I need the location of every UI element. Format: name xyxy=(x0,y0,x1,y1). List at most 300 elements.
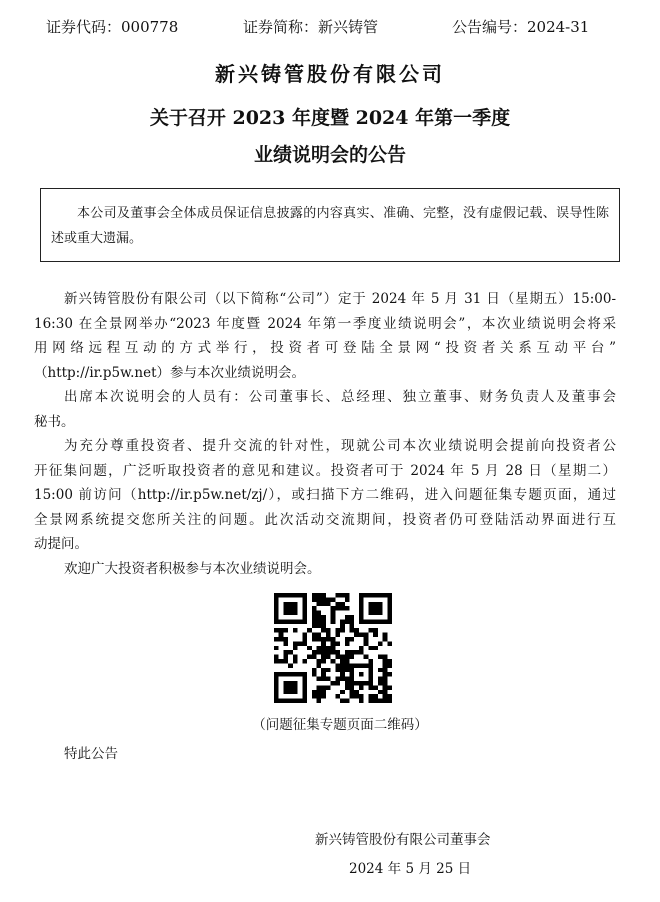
qr-module xyxy=(321,690,326,694)
qr-module xyxy=(364,663,369,667)
qr-module xyxy=(354,650,359,654)
qr-module xyxy=(354,694,359,698)
qr-module xyxy=(274,611,279,615)
announcement-body xyxy=(34,287,616,581)
qr-module xyxy=(340,699,345,703)
qr-module xyxy=(350,655,355,659)
qr-module xyxy=(288,699,293,703)
qr-module xyxy=(340,624,345,628)
qr-module xyxy=(298,641,303,645)
qr-module xyxy=(345,615,350,619)
qr-module xyxy=(274,619,279,623)
qr-module xyxy=(302,606,307,610)
qr-module xyxy=(359,611,364,615)
qr-module xyxy=(307,655,312,659)
qr-module xyxy=(302,593,307,597)
announcement-title-line1: 关于召开 2023 年度暨 2024 年第一季度 xyxy=(149,107,511,129)
qr-module xyxy=(378,677,383,681)
qr-module xyxy=(340,593,345,597)
qr-module xyxy=(321,624,326,628)
qr-module xyxy=(293,672,298,676)
qr-module xyxy=(274,637,279,641)
qr-module xyxy=(354,690,359,694)
qr-module xyxy=(302,677,307,681)
qr-module xyxy=(383,633,388,637)
qr-module xyxy=(345,677,350,681)
qr-module xyxy=(279,637,284,641)
qr-module xyxy=(340,663,345,667)
qr-module xyxy=(368,672,373,676)
qr-module xyxy=(321,602,326,606)
qr-module xyxy=(302,615,307,619)
qr-module xyxy=(302,672,307,676)
announcement-date: 2024 年 5 月 25 日 xyxy=(349,861,472,877)
qr-module xyxy=(359,602,364,606)
qr-module xyxy=(335,655,340,659)
qr-module xyxy=(288,602,293,606)
qr-module xyxy=(364,641,369,645)
qr-module xyxy=(359,663,364,667)
qr-module xyxy=(335,602,340,606)
qr-module xyxy=(350,672,355,676)
qr-module xyxy=(354,681,359,685)
qr-module xyxy=(359,685,364,689)
qr-module xyxy=(359,694,364,698)
qr-module xyxy=(350,615,355,619)
qr-module xyxy=(345,699,350,703)
qr-module xyxy=(321,685,326,689)
qr-module xyxy=(312,611,317,615)
qr-code-image xyxy=(274,593,392,703)
qr-module xyxy=(321,615,326,619)
qr-module xyxy=(359,650,364,654)
qr-module xyxy=(340,690,345,694)
qr-module xyxy=(359,597,364,601)
qr-module xyxy=(368,611,373,615)
qr-module xyxy=(383,699,388,703)
qr-module xyxy=(373,699,378,703)
qr-module xyxy=(283,659,288,663)
qr-module xyxy=(345,681,350,685)
qr-module xyxy=(378,699,383,703)
qr-module xyxy=(364,633,369,637)
qr-module xyxy=(345,650,350,654)
qr-module xyxy=(331,597,336,601)
qr-module xyxy=(321,637,326,641)
qr-module xyxy=(387,672,392,676)
qr-module xyxy=(368,677,373,681)
qr-module xyxy=(274,597,279,601)
qr-module xyxy=(321,650,326,654)
paragraph-line: 用网络远程互动的方式举行，投资者可登陆全景网“投资者关系互动平台” xyxy=(34,340,616,356)
qr-module xyxy=(331,646,336,650)
qr-module xyxy=(312,624,317,628)
qr-module xyxy=(316,677,321,681)
qr-module xyxy=(387,663,392,667)
qr-module xyxy=(312,668,317,672)
paragraph-line: 动提问。 xyxy=(34,536,88,552)
qr-module xyxy=(293,593,298,597)
qr-module xyxy=(331,637,336,641)
qr-module xyxy=(293,655,298,659)
qr-module xyxy=(350,694,355,698)
qr-module xyxy=(326,650,331,654)
qr-module xyxy=(321,668,326,672)
qr-module xyxy=(321,646,326,650)
qr-module xyxy=(340,677,345,681)
qr-module xyxy=(340,672,345,676)
qr-module xyxy=(354,663,359,667)
qr-module xyxy=(293,602,298,606)
qr-module xyxy=(274,699,279,703)
qr-module xyxy=(378,593,383,597)
qr-module xyxy=(283,681,288,685)
qr-module xyxy=(298,672,303,676)
qr-module xyxy=(283,619,288,623)
qr-module xyxy=(307,646,312,650)
qr-module xyxy=(387,593,392,597)
qr-module xyxy=(312,606,317,610)
qr-module xyxy=(387,685,392,689)
paragraph-line: 15:00 前访问（http://ir.p5w.net/zj/），或扫描下方二维码，进入问题征集专题页面，通过 xyxy=(34,487,616,503)
qr-module xyxy=(316,602,321,606)
qr-module xyxy=(368,699,373,703)
qr-module xyxy=(312,650,317,654)
disclaimer-box: 本公司及董事会全体成员保证信息披露的内容真实、准确、完整，没有虚假记载、误导性陈述或重大遗漏。 xyxy=(40,188,620,262)
qr-module xyxy=(288,650,293,654)
qr-module xyxy=(354,628,359,632)
company-name: 新兴铸管股份有限公司 xyxy=(215,62,445,86)
qr-module xyxy=(302,694,307,698)
qr-module xyxy=(302,637,307,641)
qr-module xyxy=(298,619,303,623)
qr-module xyxy=(298,593,303,597)
qr-caption: （问题征集专题页面二维码） xyxy=(252,717,428,733)
qr-module xyxy=(335,628,340,632)
qr-module xyxy=(321,672,326,676)
qr-module xyxy=(345,597,350,601)
qr-module xyxy=(316,619,321,623)
qr-module xyxy=(274,659,279,663)
qr-module xyxy=(283,611,288,615)
qr-module xyxy=(312,637,317,641)
paragraph-line: 秘书。 xyxy=(34,413,75,430)
qr-module xyxy=(373,633,378,637)
qr-module xyxy=(387,659,392,663)
qr-module xyxy=(383,619,388,623)
qr-module xyxy=(340,619,345,623)
qr-module xyxy=(359,593,364,597)
qr-module xyxy=(283,655,288,659)
qr-module xyxy=(368,606,373,610)
qr-module xyxy=(335,681,340,685)
qr-module xyxy=(350,677,355,681)
qr-module xyxy=(274,677,279,681)
qr-module xyxy=(335,650,340,654)
qr-module xyxy=(373,619,378,623)
qr-module xyxy=(316,646,321,650)
qr-module xyxy=(345,668,350,672)
qr-module xyxy=(302,641,307,645)
qr-module xyxy=(288,611,293,615)
qr-module xyxy=(283,637,288,641)
qr-module xyxy=(350,668,355,672)
qr-module xyxy=(288,663,293,667)
qr-module xyxy=(387,694,392,698)
qr-module xyxy=(331,611,336,615)
qr-module xyxy=(321,694,326,698)
qr-module xyxy=(335,668,340,672)
qr-module xyxy=(359,619,364,623)
qr-module xyxy=(378,641,383,645)
qr-module xyxy=(373,646,378,650)
qr-module xyxy=(293,699,298,703)
qr-module xyxy=(364,619,369,623)
qr-module xyxy=(373,606,378,610)
qr-module xyxy=(279,672,284,676)
qr-module xyxy=(345,619,350,623)
qr-module xyxy=(350,619,355,623)
qr-module xyxy=(288,685,293,689)
qr-module xyxy=(340,659,345,663)
qr-module xyxy=(293,619,298,623)
qr-module xyxy=(340,602,345,606)
qr-module xyxy=(359,615,364,619)
qr-module xyxy=(274,602,279,606)
qr-module xyxy=(373,602,378,606)
qr-module xyxy=(331,619,336,623)
paragraph-line: 开征集问题，广泛听取投资者的意见和建议。投资者可于 2024 年 5 月 28 日（星期二） xyxy=(34,462,616,479)
qr-module xyxy=(316,685,321,689)
qr-module xyxy=(316,694,321,698)
qr-module xyxy=(373,694,378,698)
qr-module xyxy=(312,655,317,659)
paragraph-line: 欢迎广大投资者积极参与本次业绩说明会。 xyxy=(64,560,321,577)
qr-module xyxy=(316,633,321,637)
qr-module xyxy=(293,606,298,610)
qr-module xyxy=(279,619,284,623)
qr-module xyxy=(345,593,350,597)
qr-module xyxy=(283,685,288,689)
qr-module xyxy=(364,681,369,685)
qr-module xyxy=(274,593,279,597)
qr-module xyxy=(383,593,388,597)
qr-module xyxy=(274,606,279,610)
qr-module xyxy=(316,663,321,667)
qr-module xyxy=(312,615,317,619)
qr-module xyxy=(368,663,373,667)
qr-module xyxy=(326,637,331,641)
qr-module xyxy=(350,637,355,641)
qr-module xyxy=(340,606,345,610)
qr-module xyxy=(316,690,321,694)
qr-module xyxy=(331,641,336,645)
qr-module xyxy=(321,628,326,632)
qr-module xyxy=(283,628,288,632)
qr-module xyxy=(302,597,307,601)
qr-code[interactable] xyxy=(274,593,392,703)
stock-code: 证券代码：000778 xyxy=(46,18,179,36)
qr-module xyxy=(373,611,378,615)
qr-module xyxy=(274,694,279,698)
qr-module xyxy=(302,685,307,689)
qr-module xyxy=(274,681,279,685)
qr-module xyxy=(368,659,373,663)
qr-module xyxy=(359,633,364,637)
qr-module xyxy=(274,690,279,694)
qr-module xyxy=(350,690,355,694)
qr-module xyxy=(345,685,350,689)
qr-module xyxy=(307,628,312,632)
qr-module xyxy=(335,641,340,645)
qr-module xyxy=(316,650,321,654)
qr-module xyxy=(383,690,388,694)
qr-module xyxy=(383,668,388,672)
qr-module xyxy=(293,641,298,645)
qr-module xyxy=(316,593,321,597)
qr-module xyxy=(302,690,307,694)
qr-module xyxy=(331,615,336,619)
qr-module xyxy=(359,606,364,610)
qr-module xyxy=(378,619,383,623)
qr-module xyxy=(345,637,350,641)
qr-module xyxy=(345,655,350,659)
qr-module xyxy=(335,606,340,610)
qr-module xyxy=(387,699,392,703)
qr-module xyxy=(321,677,326,681)
qr-module xyxy=(387,641,392,645)
qr-module xyxy=(373,685,378,689)
qr-module xyxy=(312,690,317,694)
qr-module xyxy=(288,606,293,610)
qr-module xyxy=(387,619,392,623)
qr-module xyxy=(359,672,364,676)
qr-module xyxy=(383,677,388,681)
qr-module xyxy=(312,619,317,623)
qr-module xyxy=(368,646,373,650)
qr-module xyxy=(368,694,373,698)
qr-module xyxy=(373,593,378,597)
qr-module xyxy=(321,593,326,597)
qr-module xyxy=(316,611,321,615)
announcement-title-line2: 业绩说明会的公告 xyxy=(253,144,406,166)
qr-module xyxy=(378,606,383,610)
qr-module xyxy=(288,593,293,597)
qr-module xyxy=(321,659,326,663)
qr-module xyxy=(283,699,288,703)
qr-module xyxy=(350,628,355,632)
qr-module xyxy=(279,628,284,632)
qr-module xyxy=(350,663,355,667)
qr-module xyxy=(283,690,288,694)
qr-module xyxy=(293,690,298,694)
qr-module xyxy=(326,685,331,689)
qr-module xyxy=(331,681,336,685)
qr-module xyxy=(288,690,293,694)
qr-module xyxy=(316,597,321,601)
qr-module xyxy=(279,633,284,637)
qr-module xyxy=(359,699,364,703)
qr-module xyxy=(383,663,388,667)
qr-module xyxy=(321,641,326,645)
qr-module xyxy=(383,685,388,689)
qr-module xyxy=(274,672,279,676)
announcement-number: 公告编号：2024-31 xyxy=(452,18,590,36)
paragraph-3 xyxy=(34,434,616,557)
stock-short-name: 证券简称：新兴铸管 xyxy=(243,18,379,36)
qr-module xyxy=(350,681,355,685)
qr-module xyxy=(378,690,383,694)
qr-module xyxy=(359,681,364,685)
qr-module xyxy=(331,606,336,610)
qr-module xyxy=(383,681,388,685)
qr-module xyxy=(354,633,359,637)
qr-module xyxy=(368,593,373,597)
qr-module xyxy=(293,685,298,689)
qr-module xyxy=(298,699,303,703)
qr-module xyxy=(345,641,350,645)
qr-module xyxy=(364,637,369,641)
qr-module xyxy=(340,668,345,672)
qr-module xyxy=(283,606,288,610)
qr-module xyxy=(326,646,331,650)
qr-module xyxy=(368,685,373,689)
qr-module xyxy=(283,641,288,645)
qr-module xyxy=(335,633,340,637)
qr-module xyxy=(316,659,321,663)
qr-module xyxy=(335,694,340,698)
signature: 新兴铸管股份有限公司董事会 xyxy=(315,832,491,848)
qr-module xyxy=(283,650,288,654)
qr-module xyxy=(364,593,369,597)
qr-module xyxy=(326,628,331,632)
qr-module xyxy=(283,602,288,606)
qr-module xyxy=(326,668,331,672)
paragraph-line: 新兴铸管股份有限公司（以下简称“公司”）定于 2024 年 5 月 31 日（星期五）15:00- xyxy=(64,291,616,307)
qr-module xyxy=(359,646,364,650)
qr-module xyxy=(368,628,373,632)
qr-module xyxy=(387,597,392,601)
qr-module xyxy=(321,655,326,659)
qr-module xyxy=(326,655,331,659)
paragraph-4 xyxy=(64,557,616,582)
qr-module xyxy=(321,597,326,601)
qr-module xyxy=(316,615,321,619)
qr-module xyxy=(373,628,378,632)
qr-module xyxy=(364,655,369,659)
qr-module xyxy=(340,628,345,632)
qr-module xyxy=(345,663,350,667)
qr-module xyxy=(312,633,317,637)
qr-module xyxy=(302,681,307,685)
qr-module xyxy=(383,659,388,663)
qr-module xyxy=(279,593,284,597)
qr-module xyxy=(378,602,383,606)
paragraph-1 xyxy=(34,287,616,385)
qr-module xyxy=(302,659,307,663)
qr-module xyxy=(326,633,331,637)
qr-module xyxy=(293,611,298,615)
qr-module xyxy=(312,597,317,601)
qr-module xyxy=(383,672,388,676)
qr-module xyxy=(293,628,298,632)
qr-module xyxy=(345,659,350,663)
closing-remark: 特此公告 xyxy=(64,746,118,762)
qr-module xyxy=(293,646,298,650)
qr-module xyxy=(312,672,317,676)
qr-module xyxy=(302,619,307,623)
qr-module xyxy=(312,694,317,698)
